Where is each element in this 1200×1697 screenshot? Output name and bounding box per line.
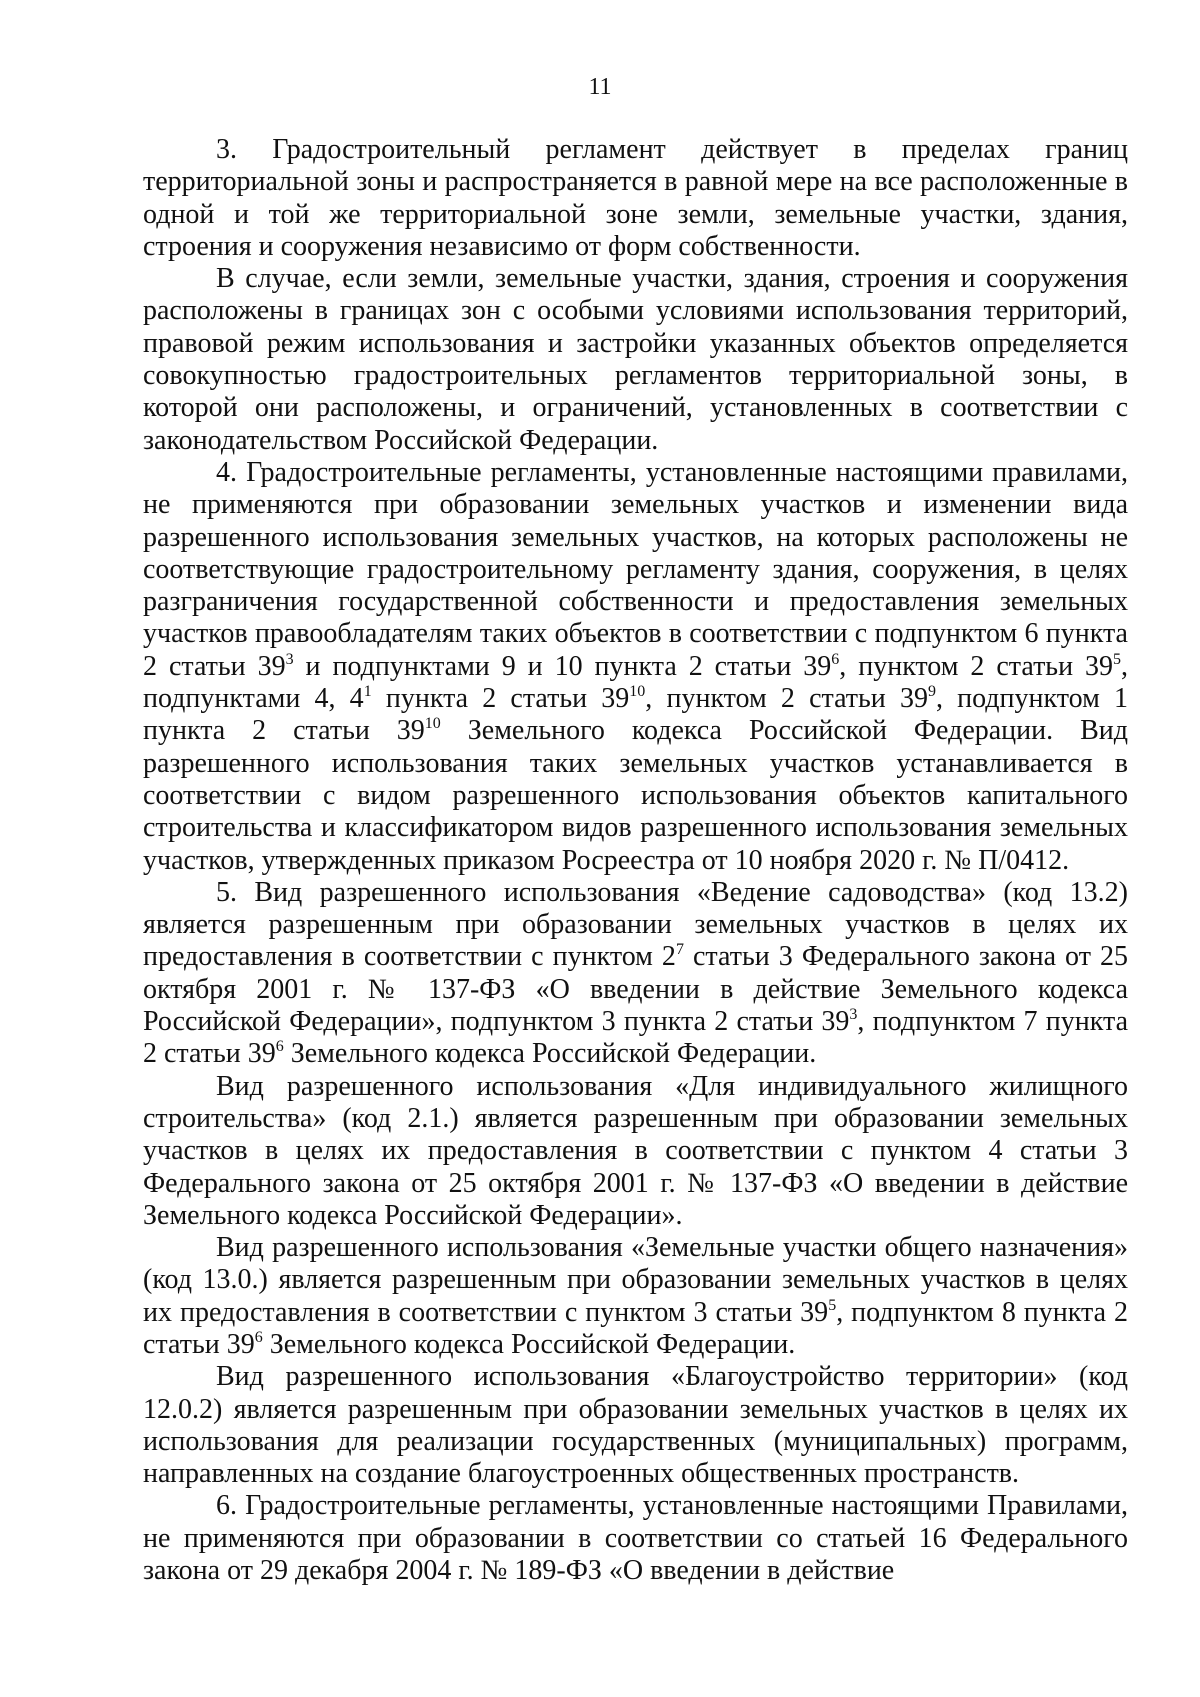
text-run: , подпунктом 1 пункта 2 статьи 39	[143, 683, 1128, 747]
paragraph	[143, 263, 1128, 457]
superscript: 10	[424, 715, 441, 733]
text-run: Вид разрешенного использования «Земельные участки общего назначения» (код 13.0.) является разрешенным при образовании земельных участков в целях их предоставления в соответствии с пунктом 3 статьи 39	[143, 1232, 1128, 1328]
superscript: 10	[629, 683, 646, 701]
superscript: 1	[363, 683, 372, 701]
text-run: статьи 3 Федерального закона от 25 октября 2001 г. № 137-ФЗ «О введении в действие Земельного кодекса Российской Федерации», подпунктом 3 пункта 2 статьи 39	[143, 941, 1128, 1038]
superscript: 9	[927, 683, 936, 701]
superscript: 6	[275, 1038, 284, 1056]
text-run: и подпунктами 9 и 10 пункта 2 статьи 39	[293, 650, 832, 682]
text-run: 5. Вид разрешенного использования «Ведение садоводства» (код 13.2) является разрешенным при образовании земельных участков в целях их предоставления в соответствии с пунктом 2	[143, 876, 1128, 973]
superscript: 5	[1113, 650, 1121, 668]
paragraph	[143, 877, 1128, 1071]
text-run: , подпунктами 4, 4	[143, 650, 1128, 715]
text-run: пункта 2 статьи 39	[371, 683, 630, 715]
paragraph	[143, 1490, 1128, 1587]
text-run: 3. Градостроительный регламент действует в пределах границ территориальной зоны и распространяется в равной мере на все расположенные в одной и той же территориальной зоне земли, земельные участки, здания, строения и сооружения независимо от форм собственности.	[143, 134, 1128, 262]
superscript: 6	[831, 650, 840, 668]
paragraph	[143, 1361, 1128, 1490]
superscript: 3	[285, 650, 294, 668]
text-run: , пунктом 2 статьи 39	[645, 683, 928, 715]
text-run: В случае, если земли, земельные участки, здания, строения и сооружения расположены в границах зон с особыми условиями использования территорий, правовой режим использования и застройки указанных объектов определяется совокупностью градостроительных регламентов территориальной зоны, в которой они расположены, и ограничений, установленных в соответствии с законодательством Российской Федерации.	[143, 263, 1128, 456]
paragraph	[143, 1071, 1128, 1232]
paragraph	[143, 457, 1128, 877]
paragraph	[143, 134, 1128, 263]
superscript: 5	[828, 1296, 837, 1314]
text-run: , подпунктом 8 пункта 2 статьи 39	[143, 1296, 1129, 1360]
text-run: Вид разрешенного использования «Благоустройство территории» (код 12.0.2) является разрешенным при образовании земельных участков в целях их использования для реализации государственных (муниципальных) программ, направленных на создание благоустроенных общественных пространств.	[143, 1361, 1128, 1490]
superscript: 7	[675, 941, 684, 959]
superscript: 3	[849, 1006, 858, 1024]
text-run: Земельного кодекса Российской Федерации.	[283, 1038, 817, 1070]
text-run: , пунктом 2 статьи 39	[839, 650, 1113, 682]
superscript: 6	[254, 1328, 263, 1346]
text-run: 6. Градостроительные регламенты, установленные настоящими Правилами, не применяются при образовании в соответствии со статьей 16 Федерального закона от 29 декабря 2004 г. № 189-ФЗ «О введении в действие	[143, 1490, 1128, 1587]
text-run: Вид разрешенного использования «Для индивидуального жилищного строительства» (код 2.1.) является разрешенным при образовании земельных участков в целях их предоставления в соответствии с пунктом 4 статьи 3 Федерального закона от 25 октября 2001 г. № 137-ФЗ «О введении в действие Земельного кодекса Российской Федерации».	[143, 1070, 1128, 1231]
document-body	[143, 134, 1128, 1587]
paragraph	[143, 1232, 1128, 1361]
page-number: 11	[588, 74, 612, 100]
text-run: Земельного кодекса Российской Федерации. Вид разрешенного использования таких земельных участков устанавливается в соответствии с видом разрешенного использования объектов капитального строительства и классификатором видов разрешенного использования земельных участков, утвержденных приказом Росреестра от 10 ноября 2020 г. № П/0412.	[143, 715, 1128, 876]
text-run: 4. Градостроительные регламенты, установленные настоящими правилами, не применяются при образовании земельных участков и изменении вида разрешенного использования земельных участков, на которых расположены не соответствующие градостроительному регламенту здания, сооружения, в целях разграничения государственной собственности и предоставления земельных участков правообладателям таких объектов в соответствии с подпунктом 6 пункта 2 статьи 39	[143, 456, 1128, 682]
text-run: , подпунктом 7 пункта 2 статьи 39	[143, 1006, 1128, 1070]
text-run: Земельного кодекса Российской Федерации.	[262, 1328, 796, 1360]
